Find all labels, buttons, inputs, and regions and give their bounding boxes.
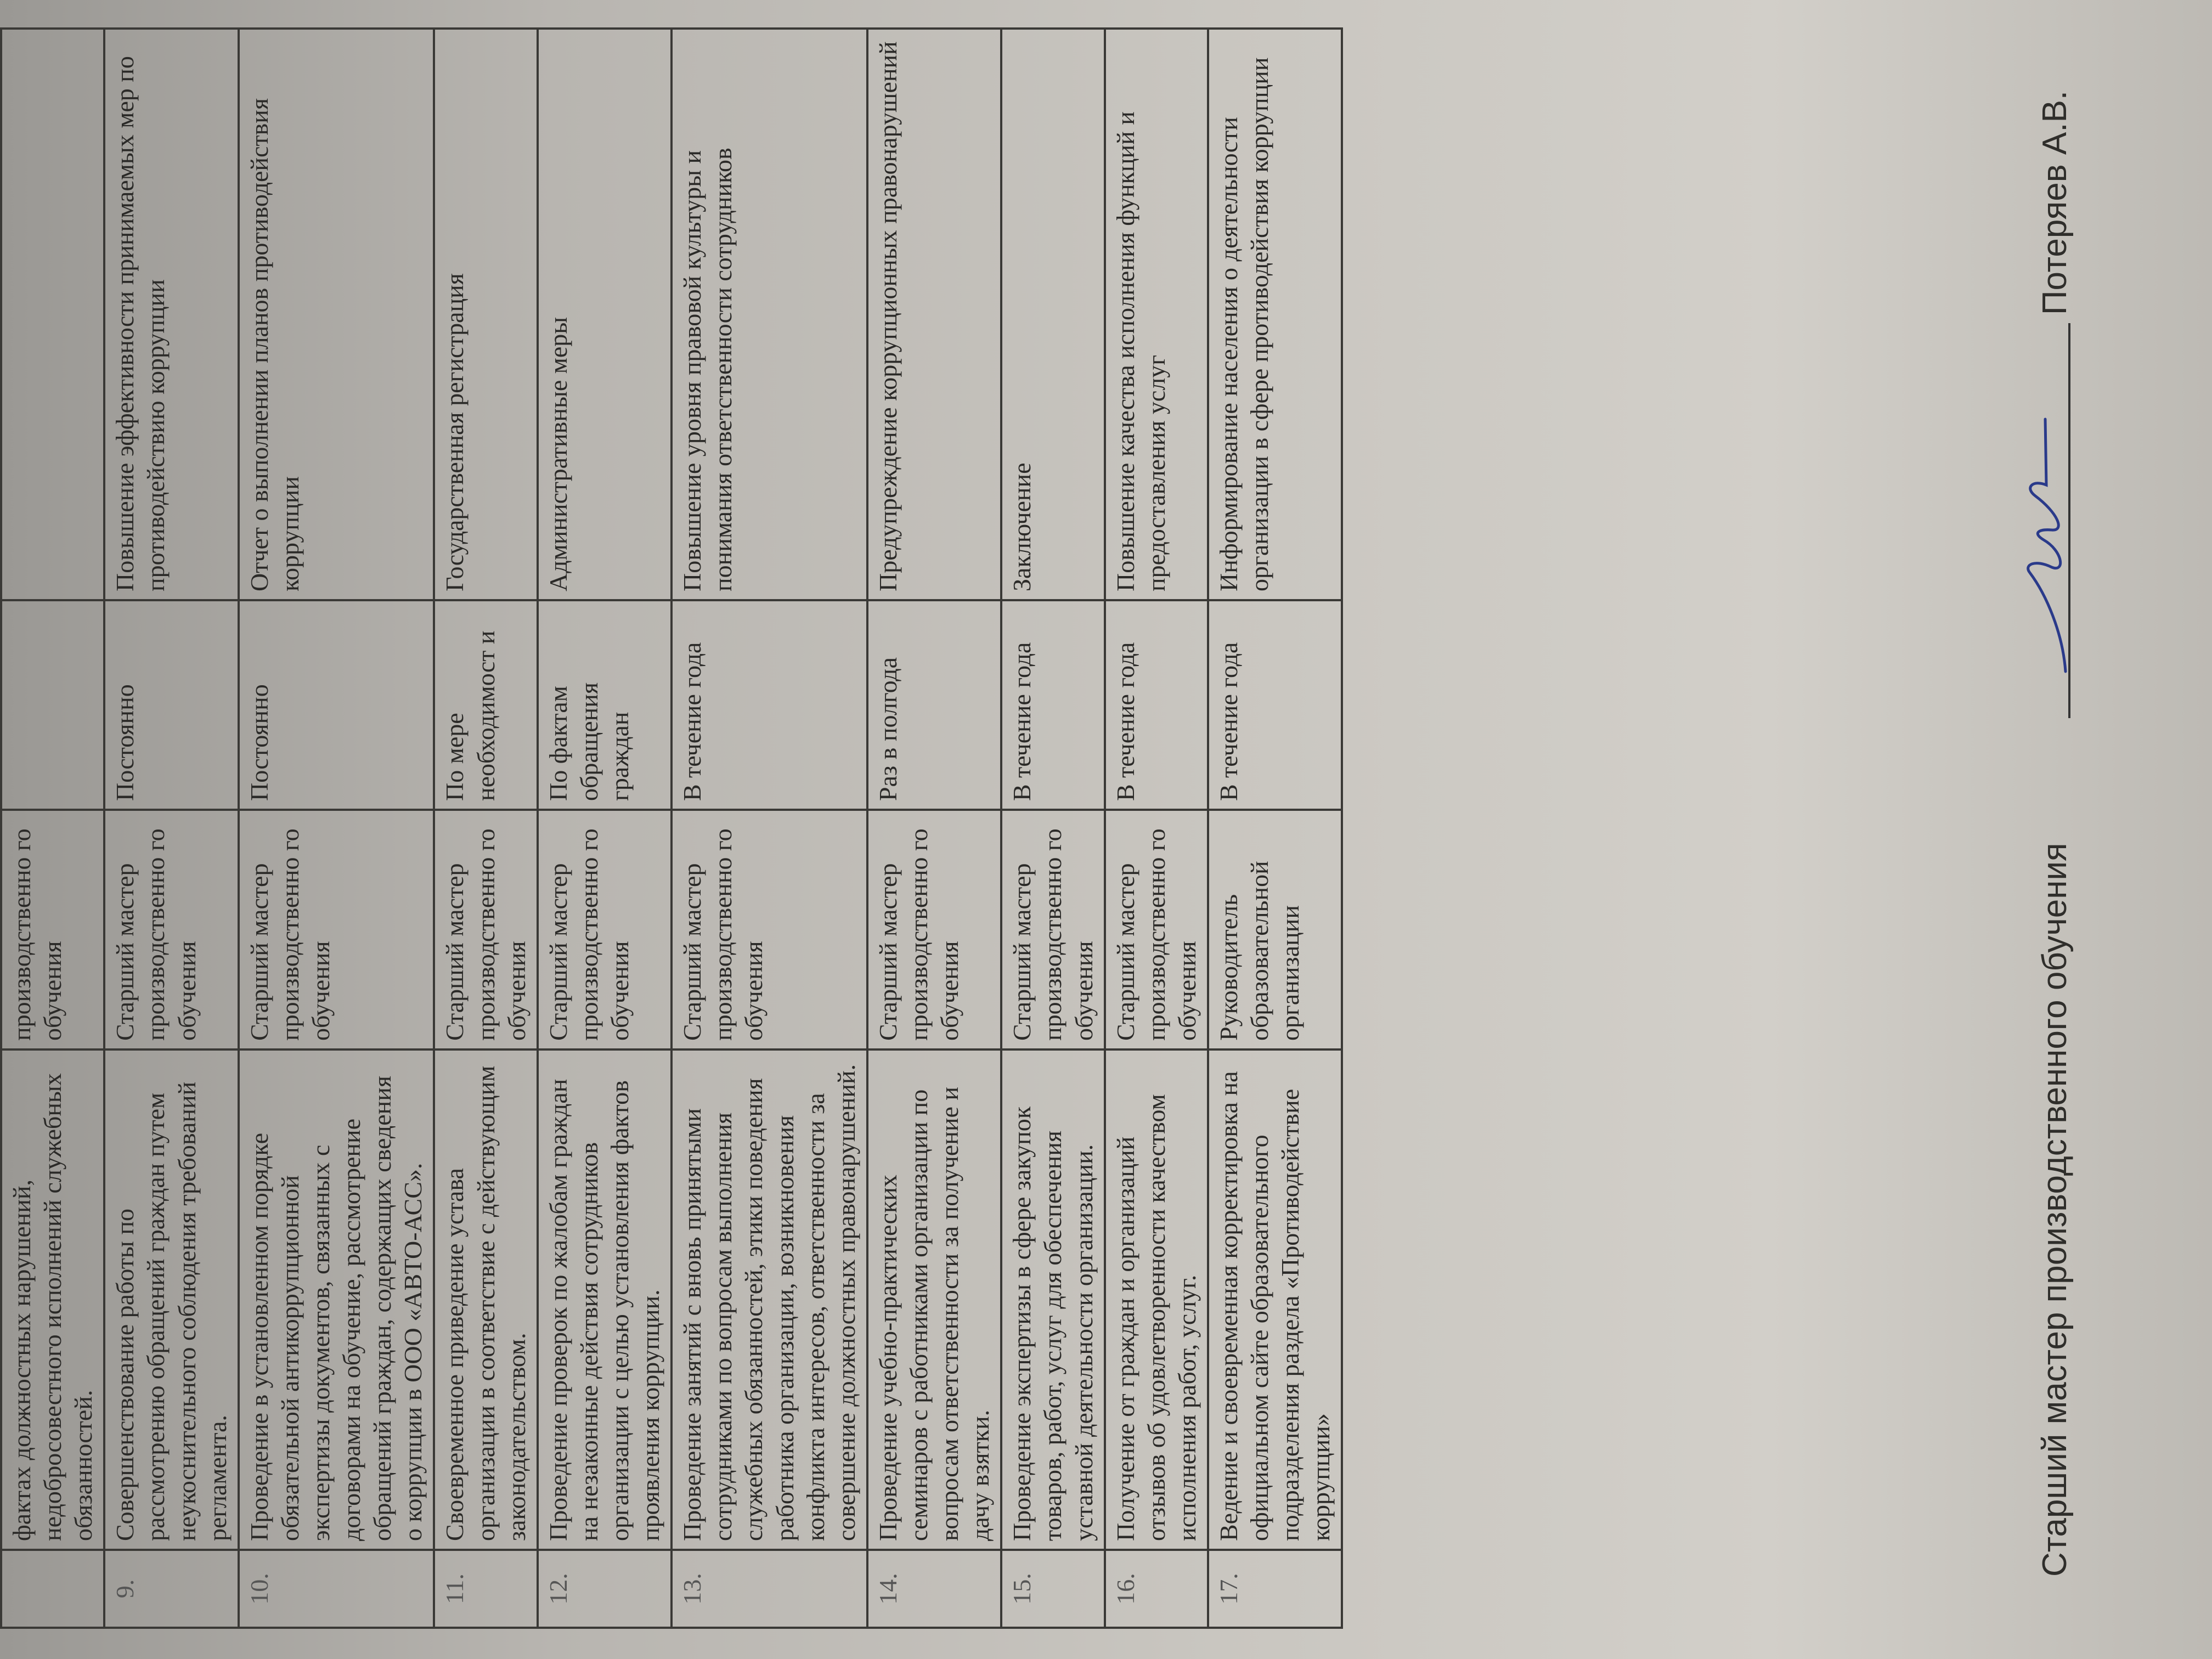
table-body — [1, 29, 1342, 1628]
responsible-cell: Старший мастер производственно го обучения — [1105, 810, 1208, 1049]
row-number — [1, 1550, 104, 1628]
row-number: 12. — [538, 1550, 672, 1628]
table-row — [239, 29, 435, 1628]
event-cell: Проведение учебно-практических семинаров с работниками организации по вопросам ответственности за получение и дачу взятки. — [867, 1049, 1001, 1550]
responsible-cell: производственно го обучения — [1, 810, 104, 1049]
result-cell: Государственная регистрация — [434, 29, 537, 600]
signer-position: Старший мастер производственного обучения — [2036, 843, 2074, 1577]
responsible-cell: Старший мастер производственно го обучения — [104, 810, 238, 1049]
responsible-cell: Старший мастер производственно го обучения — [538, 810, 672, 1049]
table-row — [672, 29, 867, 1628]
result-cell: Предупреждение коррупционных правонарушений — [867, 29, 1001, 600]
responsible-cell: Старший мастер производственно го обучения — [672, 810, 867, 1049]
event-cell: фактах должностных нарушений, недобросовестного исполнений служебных обязанностей. — [1, 1049, 104, 1550]
result-cell: Информирование населения о деятельности организации в сфере противодействия коррупции — [1208, 29, 1342, 600]
event-cell: Совершенствование работы по рассмотрению обращений граждан путем неукоснительного соблюдения требований регламента. — [104, 1049, 238, 1550]
row-number: 15. — [1001, 1550, 1104, 1628]
row-number: 17. — [1208, 1550, 1342, 1628]
result-cell: Заключение — [1001, 29, 1104, 600]
table-row — [434, 29, 537, 1628]
event-cell: Своевременное приведение устава организации в соответствие с действующим законодательством. — [434, 1049, 537, 1550]
term-cell: В течение года — [1208, 600, 1342, 810]
table-row — [1, 29, 104, 1628]
row-number: 11. — [434, 1550, 537, 1628]
result-cell: Повышение уровня правовой культуры и понимания ответственности сотрудников — [672, 29, 867, 600]
result-cell: Административные меры — [538, 29, 672, 600]
event-cell: Проведение в установленном порядке обязательной антикоррупционной экспертизы документов, связанных с договорами на обучение, рассмотрение обращений граждан, содержащих сведения о коррупции в ООО «АВТО-АСС». — [239, 1049, 435, 1550]
term-cell: В течение года — [1001, 600, 1104, 810]
handwritten-signature — [2013, 414, 2074, 677]
event-cell: Ведение и своевременная корректировка на официальном сайте образовательного подразделения раздела «Противодействие коррупции» — [1208, 1049, 1342, 1550]
result-cell: Повышение качества исполнения функций и предоставления услуг — [1105, 29, 1208, 600]
table-row — [1001, 29, 1104, 1628]
responsible-cell: Старший мастер производственно го обучения — [1001, 810, 1104, 1049]
result-cell: Повышение эффективности принимаемых мер по противодействию коррупции — [104, 29, 238, 600]
responsible-cell: Руководитель образовательной организации — [1208, 810, 1342, 1049]
row-number: 13. — [672, 1550, 867, 1628]
table-row — [1208, 29, 1342, 1628]
result-cell: Отчет о выполнении планов противодействия коррупции — [239, 29, 435, 600]
row-number: 9. — [104, 1550, 238, 1628]
result-cell — [1, 29, 104, 600]
table-row — [538, 29, 672, 1628]
responsible-cell: Старший мастер производственно го обучения — [867, 810, 1001, 1049]
row-number: 16. — [1105, 1550, 1208, 1628]
table-row — [1105, 29, 1208, 1628]
row-number: 14. — [867, 1550, 1001, 1628]
event-cell: Получение от граждан и организаций отзывов об удовлетворенности качеством исполнения работ, услуг. — [1105, 1049, 1208, 1550]
event-cell: Проведение экспертизы в сфере закупок товаров, работ, услуг для обеспечения уставной деятельности организации. — [1001, 1049, 1104, 1550]
responsible-cell: Старший мастер производственно го обучения — [434, 810, 537, 1049]
table-row — [104, 29, 238, 1628]
responsible-cell: Старший мастер производственно го обучения — [239, 810, 435, 1049]
term-cell: Раз в полгода — [867, 600, 1001, 810]
event-cell: Проведение занятий с вновь принятыми сотрудниками по вопросам выполнения служебных обязанностей, этики поведения работника организации, возникновения конфликта интересов, ответственности за совершение должностных правонарушений. — [672, 1049, 867, 1550]
signature-block — [2008, 0, 2090, 1577]
term-cell: Постоянно — [239, 600, 435, 810]
term-cell — [1, 600, 104, 810]
term-cell: В течение года — [672, 600, 867, 810]
term-cell: В течение года — [1105, 600, 1208, 810]
term-cell: Постоянно — [104, 600, 238, 810]
signer-name: Потеряев А.В. — [2036, 90, 2074, 315]
term-cell: По фактам обращения граждан — [538, 600, 672, 810]
event-cell: Проведение проверок по жалобам граждан на незаконные действия сотрудников организации с целью установления фактов проявления коррупции. — [538, 1049, 672, 1550]
table-row — [867, 29, 1001, 1628]
row-number: 10. — [239, 1550, 435, 1628]
anticorruption-plan-table — [0, 27, 1343, 1629]
term-cell: По мере необходимост и — [434, 600, 537, 810]
